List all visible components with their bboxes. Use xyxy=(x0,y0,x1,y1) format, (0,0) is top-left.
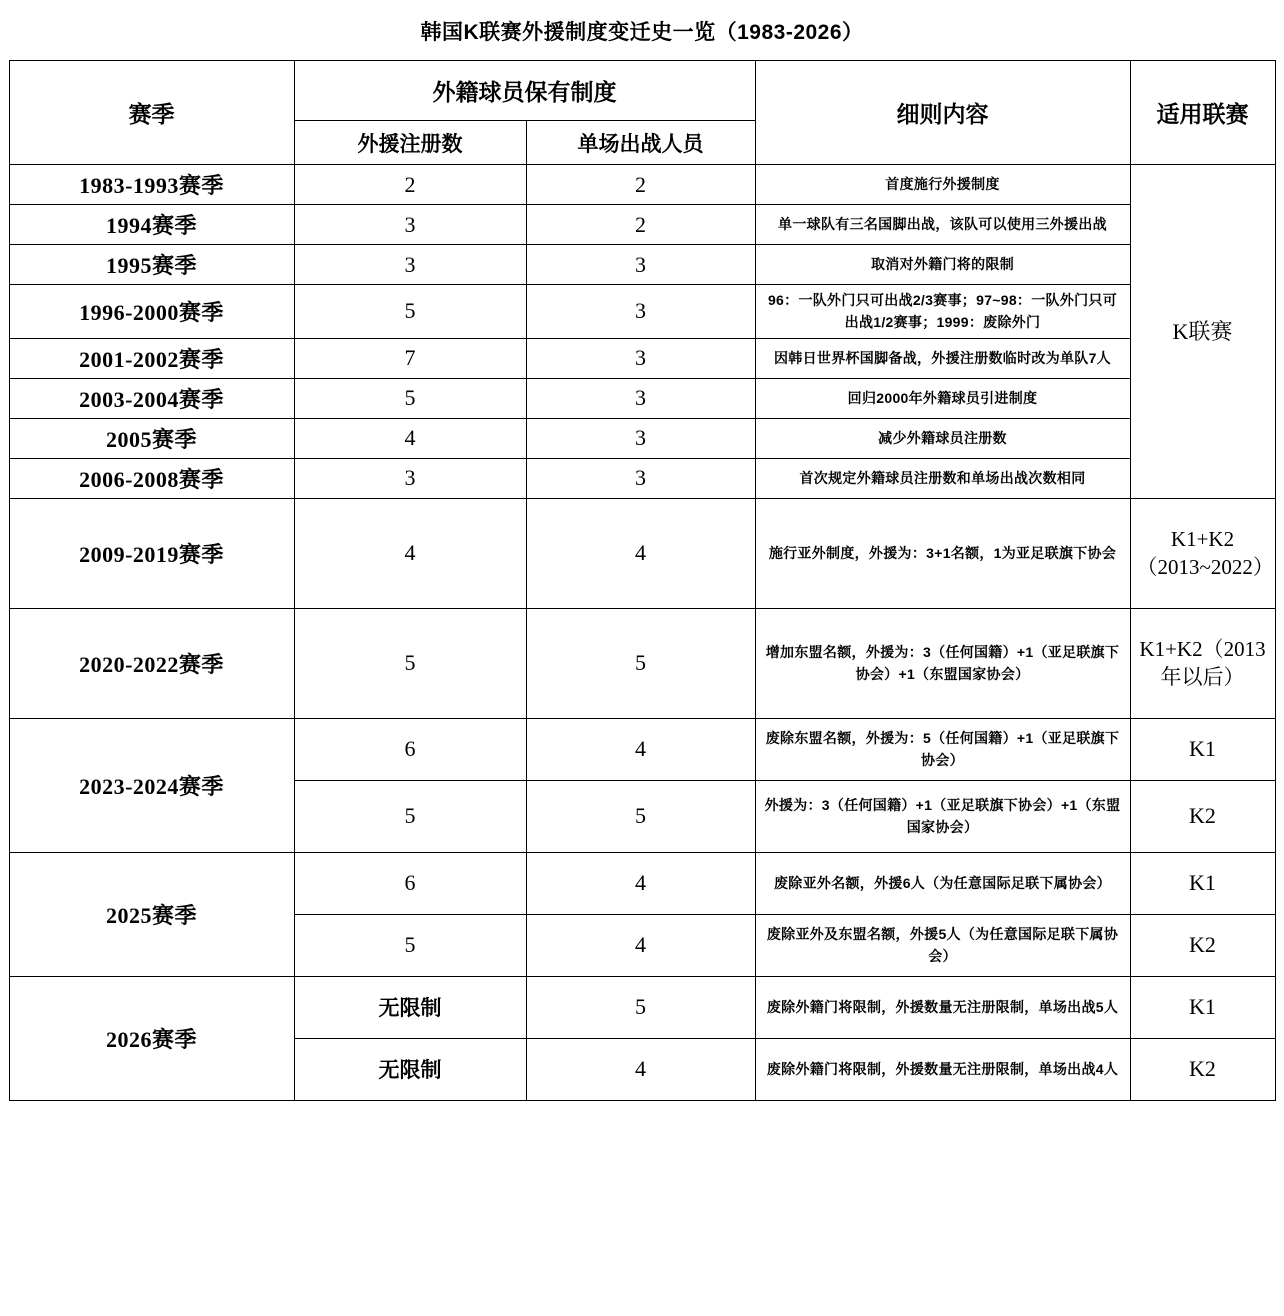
cell-league: K1 xyxy=(1130,852,1275,914)
cell-registered: 无限制 xyxy=(294,976,526,1038)
cell-season: 1996-2000赛季 xyxy=(9,285,294,339)
column-header-registered: 外援注册数 xyxy=(294,121,526,165)
cell-details: 施行亚外制度，外援为：3+1名额，1为亚足联旗下协会 xyxy=(755,498,1130,608)
cell-details: 回归2000年外籍球员引进制度 xyxy=(755,378,1130,418)
cell-matchday: 3 xyxy=(526,458,755,498)
cell-matchday: 3 xyxy=(526,418,755,458)
cell-matchday: 2 xyxy=(526,165,755,205)
cell-season: 2020-2022赛季 xyxy=(9,608,294,718)
table-row xyxy=(9,976,1275,1038)
cell-matchday: 2 xyxy=(526,205,755,245)
cell-matchday: 4 xyxy=(526,1038,755,1100)
cell-league: K1+K2（2013年以后） xyxy=(1130,608,1275,718)
cell-registered: 3 xyxy=(294,245,526,285)
page-title: 韩国K联赛外援制度变迁史一览（1983-2026） xyxy=(420,21,864,44)
cell-details: 首次规定外籍球员注册数和单场出战次数相同 xyxy=(755,458,1130,498)
cell-matchday: 5 xyxy=(526,780,755,852)
cell-registered: 6 xyxy=(294,852,526,914)
cell-matchday: 3 xyxy=(526,338,755,378)
column-header-retention-group: 外籍球员保有制度 xyxy=(294,61,755,121)
table-row xyxy=(9,245,1275,285)
cell-season: 1994赛季 xyxy=(9,205,294,245)
cell-registered: 3 xyxy=(294,458,526,498)
cell-registered: 5 xyxy=(294,780,526,852)
cell-season: 2025赛季 xyxy=(9,852,294,976)
cell-details: 废除东盟名额，外援为：5（任何国籍）+1（亚足联旗下协会） xyxy=(755,718,1130,780)
table-header-row-1 xyxy=(9,61,1275,121)
cell-matchday: 4 xyxy=(526,718,755,780)
cell-season: 1983-1993赛季 xyxy=(9,165,294,205)
table-row xyxy=(9,718,1275,780)
column-header-league: 适用联赛 xyxy=(1130,61,1275,165)
cell-matchday: 5 xyxy=(526,608,755,718)
cell-details: 减少外籍球员注册数 xyxy=(755,418,1130,458)
cell-league: K2 xyxy=(1130,1038,1275,1100)
cell-registered: 6 xyxy=(294,718,526,780)
cell-season: 2009-2019赛季 xyxy=(9,498,294,608)
cell-league: K2 xyxy=(1130,914,1275,976)
column-header-season: 赛季 xyxy=(9,61,294,165)
cell-details: 废除亚外名额，外援6人（为任意国际足联下属协会） xyxy=(755,852,1130,914)
cell-registered: 5 xyxy=(294,378,526,418)
cell-registered: 无限制 xyxy=(294,1038,526,1100)
cell-league-k-league: K联赛 xyxy=(1130,165,1275,499)
table-header xyxy=(9,61,1275,165)
cell-season: 2005赛季 xyxy=(9,418,294,458)
cell-league: K2 xyxy=(1130,780,1275,852)
cell-details: 96：一队外门只可出战2/3赛事；97~98：一队外门只可出战1/2赛事；1999：废除外门 xyxy=(755,285,1130,339)
column-header-details: 细则内容 xyxy=(755,61,1130,165)
cell-matchday: 4 xyxy=(526,498,755,608)
cell-season: 2026赛季 xyxy=(9,976,294,1100)
cell-league: K1 xyxy=(1130,976,1275,1038)
cell-details: 废除外籍门将限制，外援数量无注册限制，单场出战5人 xyxy=(755,976,1130,1038)
cell-league: K1+K2（2013~2022） xyxy=(1130,498,1275,608)
cell-registered: 3 xyxy=(294,205,526,245)
table-row xyxy=(9,338,1275,378)
cell-details: 外援为：3（任何国籍）+1（亚足联旗下协会）+1（东盟国家协会） xyxy=(755,780,1130,852)
table-row xyxy=(9,418,1275,458)
cell-registered: 5 xyxy=(294,608,526,718)
table-row xyxy=(9,205,1275,245)
cell-season: 2001-2002赛季 xyxy=(9,338,294,378)
cell-registered: 5 xyxy=(294,914,526,976)
column-header-matchday: 单场出战人员 xyxy=(526,121,755,165)
table-row xyxy=(9,378,1275,418)
table-row xyxy=(9,608,1275,718)
k-league-foreign-player-rules-table xyxy=(9,60,1276,1101)
cell-registered: 2 xyxy=(294,165,526,205)
cell-registered: 4 xyxy=(294,418,526,458)
cell-details: 增加东盟名额，外援为：3（任何国籍）+1（亚足联旗下协会）+1（东盟国家协会） xyxy=(755,608,1130,718)
cell-registered: 7 xyxy=(294,338,526,378)
table-row xyxy=(9,165,1275,205)
cell-matchday: 3 xyxy=(526,245,755,285)
cell-details: 因韩日世界杯国脚备战，外援注册数临时改为单队7人 xyxy=(755,338,1130,378)
cell-matchday: 3 xyxy=(526,285,755,339)
table-row xyxy=(9,285,1275,339)
cell-season: 1995赛季 xyxy=(9,245,294,285)
cell-league: K1 xyxy=(1130,718,1275,780)
cell-registered: 4 xyxy=(294,498,526,608)
table-body xyxy=(9,165,1275,1101)
cell-details: 废除外籍门将限制，外援数量无注册限制，单场出战4人 xyxy=(755,1038,1130,1100)
cell-matchday: 5 xyxy=(526,976,755,1038)
table-row xyxy=(9,498,1275,608)
cell-registered: 5 xyxy=(294,285,526,339)
table-row xyxy=(9,458,1275,498)
cell-season: 2006-2008赛季 xyxy=(9,458,294,498)
cell-season: 2003-2004赛季 xyxy=(9,378,294,418)
cell-details: 单一球队有三名国脚出战，该队可以使用三外援出战 xyxy=(755,205,1130,245)
cell-season: 2023-2024赛季 xyxy=(9,718,294,852)
table-row xyxy=(9,852,1275,914)
cell-matchday: 3 xyxy=(526,378,755,418)
cell-matchday: 4 xyxy=(526,852,755,914)
cell-details: 废除亚外及东盟名额，外援5人（为任意国际足联下属协会） xyxy=(755,914,1130,976)
cell-matchday: 4 xyxy=(526,914,755,976)
cell-details: 取消对外籍门将的限制 xyxy=(755,245,1130,285)
cell-details: 首度施行外援制度 xyxy=(755,165,1130,205)
